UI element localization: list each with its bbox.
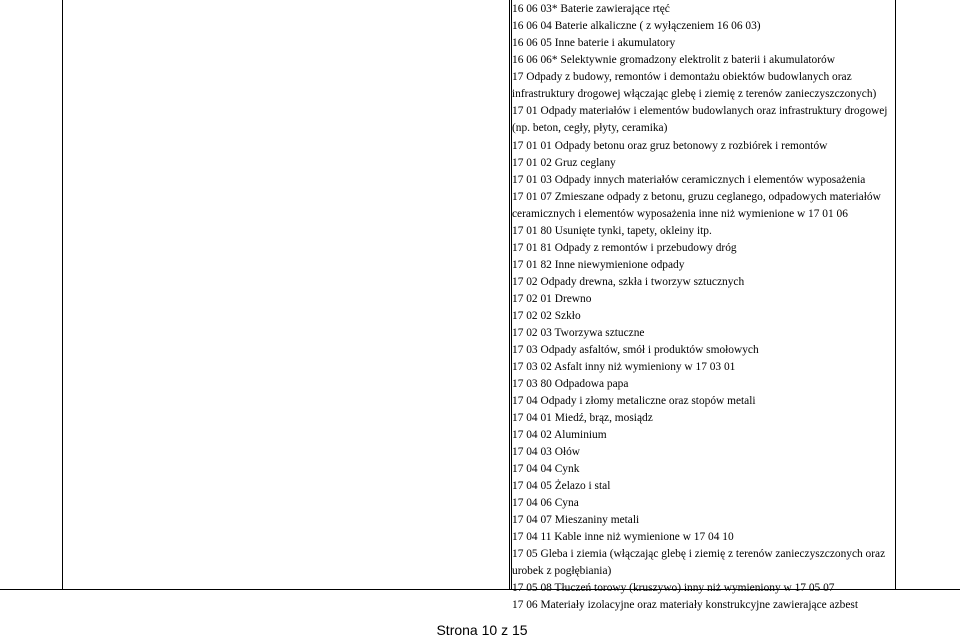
list-item: 17 04 03 Ołów: [512, 446, 581, 458]
list-item: 17 06 Materiały izolacyjne oraz materiały konstrukcyjne zawierające azbest: [512, 599, 858, 611]
list-item: 17 04 04 Cynk: [512, 463, 580, 475]
list-item: 17 04 Odpady i złomy metaliczne oraz stopów metali: [512, 395, 756, 407]
list-item: 17 03 02 Asfalt inny niż wymieniony w 17 03 01: [512, 361, 736, 373]
list-item: 17 01 Odpady materiałów i elementów budowlanych oraz infrastruktury drogowej: [512, 105, 888, 117]
table-column-divider: [509, 0, 510, 589]
list-item: 17 02 01 Drewno: [512, 293, 592, 305]
list-item: 17 01 81 Odpady z remontów i przebudowy dróg: [512, 242, 737, 254]
list-item: infrastruktury drogowej włączając glebę i ziemię z terenów zanieczyszczonych): [512, 88, 877, 100]
list-item: 16 06 05 Inne baterie i akumulatory: [512, 37, 676, 49]
list-item: 17 04 11 Kable inne niż wymienione w 17 04 10: [512, 531, 734, 543]
waste-code-list: [512, 1, 892, 614]
list-item: 16 06 06* Selektywnie gromadzony elektrolit z baterii i akumulatorów: [512, 54, 835, 66]
list-item: 17 02 03 Tworzywa sztuczne: [512, 327, 645, 339]
list-item: 17 01 07 Zmieszane odpady z betonu, gruzu ceglanego, odpadowych materiałów: [512, 191, 881, 203]
list-item: 17 04 02 Aluminium: [512, 429, 607, 441]
list-item: 16 06 03* Baterie zawierające rtęć: [512, 3, 670, 15]
list-item: 17 01 02 Gruz ceglany: [512, 157, 616, 169]
page-footer: [0, 622, 960, 638]
list-item: 17 04 05 Żelazo i stal: [512, 480, 611, 492]
list-item: 17 04 01 Miedź, brąz, mosiądz: [512, 412, 653, 424]
list-item: 17 01 01 Odpady betonu oraz gruz betonowy z rozbiórek i remontów: [512, 140, 828, 152]
list-item: (np. beton, cegły, płyty, ceramika): [512, 122, 668, 134]
table-column-divider: [62, 0, 63, 589]
list-item: 17 04 07 Mieszaniny metali: [512, 514, 640, 526]
list-item: 17 Odpady z budowy, remontów i demontażu obiektów budowlanych oraz: [512, 71, 852, 83]
list-item: urobek z pogłębiania): [512, 565, 612, 577]
page-number: Strona 10 z 15: [436, 622, 528, 638]
list-item: 17 05 Gleba i ziemia (włączając glebę i ziemię z terenów zanieczyszczonych oraz: [512, 548, 886, 560]
list-item: 17 05 08 Tłuczeń torowy (kruszywo) inny niż wymieniony w 17 05 07: [512, 582, 835, 594]
list-item: 17 01 80 Usunięte tynki, tapety, okleiny itp.: [512, 225, 712, 237]
list-item: 17 03 Odpady asfaltów, smół i produktów smołowych: [512, 344, 759, 356]
list-item: ceramicznych i elementów wyposażenia inne niż wymienione w 17 01 06: [512, 208, 848, 220]
list-item: 17 04 06 Cyna: [512, 497, 579, 509]
list-item: 17 01 03 Odpady innych materiałów ceramicznych i elementów wyposażenia: [512, 174, 866, 186]
list-item: 17 02 02 Szkło: [512, 310, 581, 322]
list-item: 17 02 Odpady drewna, szkła i tworzyw sztucznych: [512, 276, 745, 288]
table-column-divider: [895, 0, 896, 589]
list-item: 17 01 82 Inne niewymienione odpady: [512, 259, 685, 271]
list-item: 17 03 80 Odpadowa papa: [512, 378, 629, 390]
list-item: 16 06 04 Baterie alkaliczne ( z wyłączeniem 16 06 03): [512, 20, 761, 32]
